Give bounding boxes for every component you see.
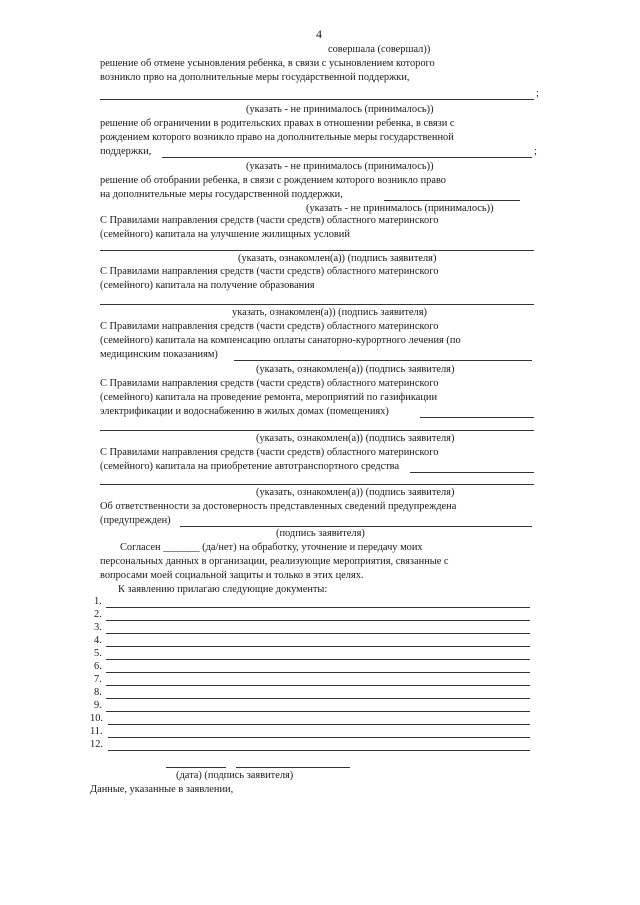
fill-line	[100, 430, 534, 431]
fill-line	[106, 698, 530, 699]
text-line: Об ответственности за достоверность представленных сведений предупреждена	[100, 501, 457, 512]
fill-line	[100, 99, 534, 100]
fill-line	[106, 711, 530, 712]
doc-number: 6.	[94, 661, 102, 672]
text-line: (семейного) капитала на получение образования	[100, 280, 315, 291]
text-line: С Правилами направления средств (части средств) областного материнского	[100, 215, 439, 226]
doc-number: 11.	[90, 726, 103, 737]
text-line: поддержки,	[100, 146, 152, 157]
page-number: 4	[316, 27, 322, 41]
fill-line	[162, 157, 532, 158]
fill-line	[108, 724, 530, 725]
fill-line	[106, 620, 530, 621]
text-line: (указать - не принималось (принималось))	[246, 161, 434, 172]
text-line: Согласен _______ (да/нет) на обработку, уточнение и передачу моих	[120, 542, 423, 553]
fill-line	[100, 304, 534, 305]
text-line: решение об отобрании ребенка, в связи с рождением которого возникло право	[100, 175, 446, 186]
fill-line	[108, 750, 530, 751]
fill-line	[108, 737, 530, 738]
doc-number: 3.	[94, 622, 102, 633]
text-line: (указать, ознакомлен(а)) (подпись заявителя)	[256, 364, 455, 375]
text-line: (указать - не принималось (принималось))	[246, 104, 434, 115]
doc-number: 5.	[94, 648, 102, 659]
fill-line	[106, 685, 530, 686]
text-line: К заявлению прилагаю следующие документы:	[118, 584, 328, 595]
doc-number: 2.	[94, 609, 102, 620]
fill-line	[100, 250, 534, 251]
text-line: медицинским показаниям)	[100, 349, 218, 360]
signature-line	[236, 767, 350, 768]
text-line: на дополнительные меры государственной поддержки,	[100, 189, 343, 200]
text-line: (семейного) капитала на приобретение автотранспортного средства	[100, 461, 400, 472]
doc-number: 1.	[94, 596, 102, 607]
text-line: совершала (совершал))	[328, 44, 431, 55]
text-line: (семейного) капитала на улучшение жилищных условий	[100, 229, 350, 240]
text-line: (дата) (подпись заявителя)	[176, 770, 294, 781]
doc-number: 10.	[90, 713, 103, 724]
fill-line	[100, 484, 534, 485]
fill-line	[420, 417, 534, 418]
text-line: (подпись заявителя)	[276, 528, 365, 539]
text-line: С Правилами направления средств (части средств) областного материнского	[100, 447, 439, 458]
date-line	[166, 767, 226, 768]
text-line: решение об ограничении в родительских правах в отношении ребенка, в связи с	[100, 118, 455, 129]
fill-line	[410, 472, 534, 473]
text-line: возникло прво на дополнительные меры государственной поддержки,	[100, 72, 410, 83]
text-line: С Правилами направления средств (части средств) областного материнского	[100, 321, 439, 332]
text-line: (указать - не принималось (принималось))	[306, 203, 494, 214]
doc-number: 8.	[94, 687, 102, 698]
fill-line	[106, 659, 530, 660]
fill-line	[106, 646, 530, 647]
fill-line	[384, 200, 520, 201]
fill-line	[234, 360, 532, 361]
text-line: указать, ознакомлен(а)) (подпись заявителя)	[232, 307, 427, 318]
fill-line	[180, 526, 532, 527]
text-line: (семейного) капитала на проведение ремонта, мероприятий по газификации	[100, 392, 438, 403]
text-line: решение об отмене усыновления ребенка, в связи с усыновлением которого	[100, 58, 435, 69]
text-line: электрификации и водоснабжению в жилых домах (помещениях)	[100, 406, 389, 417]
doc-number: 7.	[94, 674, 102, 685]
text-line: Данные, указанные в заявлении,	[90, 784, 234, 795]
fill-line	[106, 633, 530, 634]
text-line: (предупрежден)	[100, 515, 171, 526]
text-line: рождением которого возникло право на дополнительные меры государственной	[100, 132, 454, 143]
doc-number: 12.	[90, 739, 103, 750]
text-line: ;	[534, 146, 537, 157]
doc-number: 4.	[94, 635, 102, 646]
text-line: (семейного) капитала на компенсацию оплаты санаторно-курортного лечения (по	[100, 335, 461, 346]
text-line: ;	[536, 88, 539, 99]
text-line: персональных данных в организации, реализующие мероприятия, связанные с	[100, 556, 449, 567]
text-line: вопросами моей социальной защиты и только в этих целях.	[100, 570, 364, 581]
text-line: (указать, ознакомлен(а)) (подпись заявителя)	[238, 253, 437, 264]
fill-line	[106, 607, 530, 608]
doc-number: 9.	[94, 700, 102, 711]
text-line: (указать, ознакомлен(а)) (подпись заявителя)	[256, 487, 455, 498]
text-line: (указать, ознакомлен(а)) (подпись заявителя)	[256, 433, 455, 444]
text-line: С Правилами направления средств (части средств) областного материнского	[100, 378, 439, 389]
fill-line	[106, 672, 530, 673]
text-line: С Правилами направления средств (части средств) областного материнского	[100, 266, 439, 277]
